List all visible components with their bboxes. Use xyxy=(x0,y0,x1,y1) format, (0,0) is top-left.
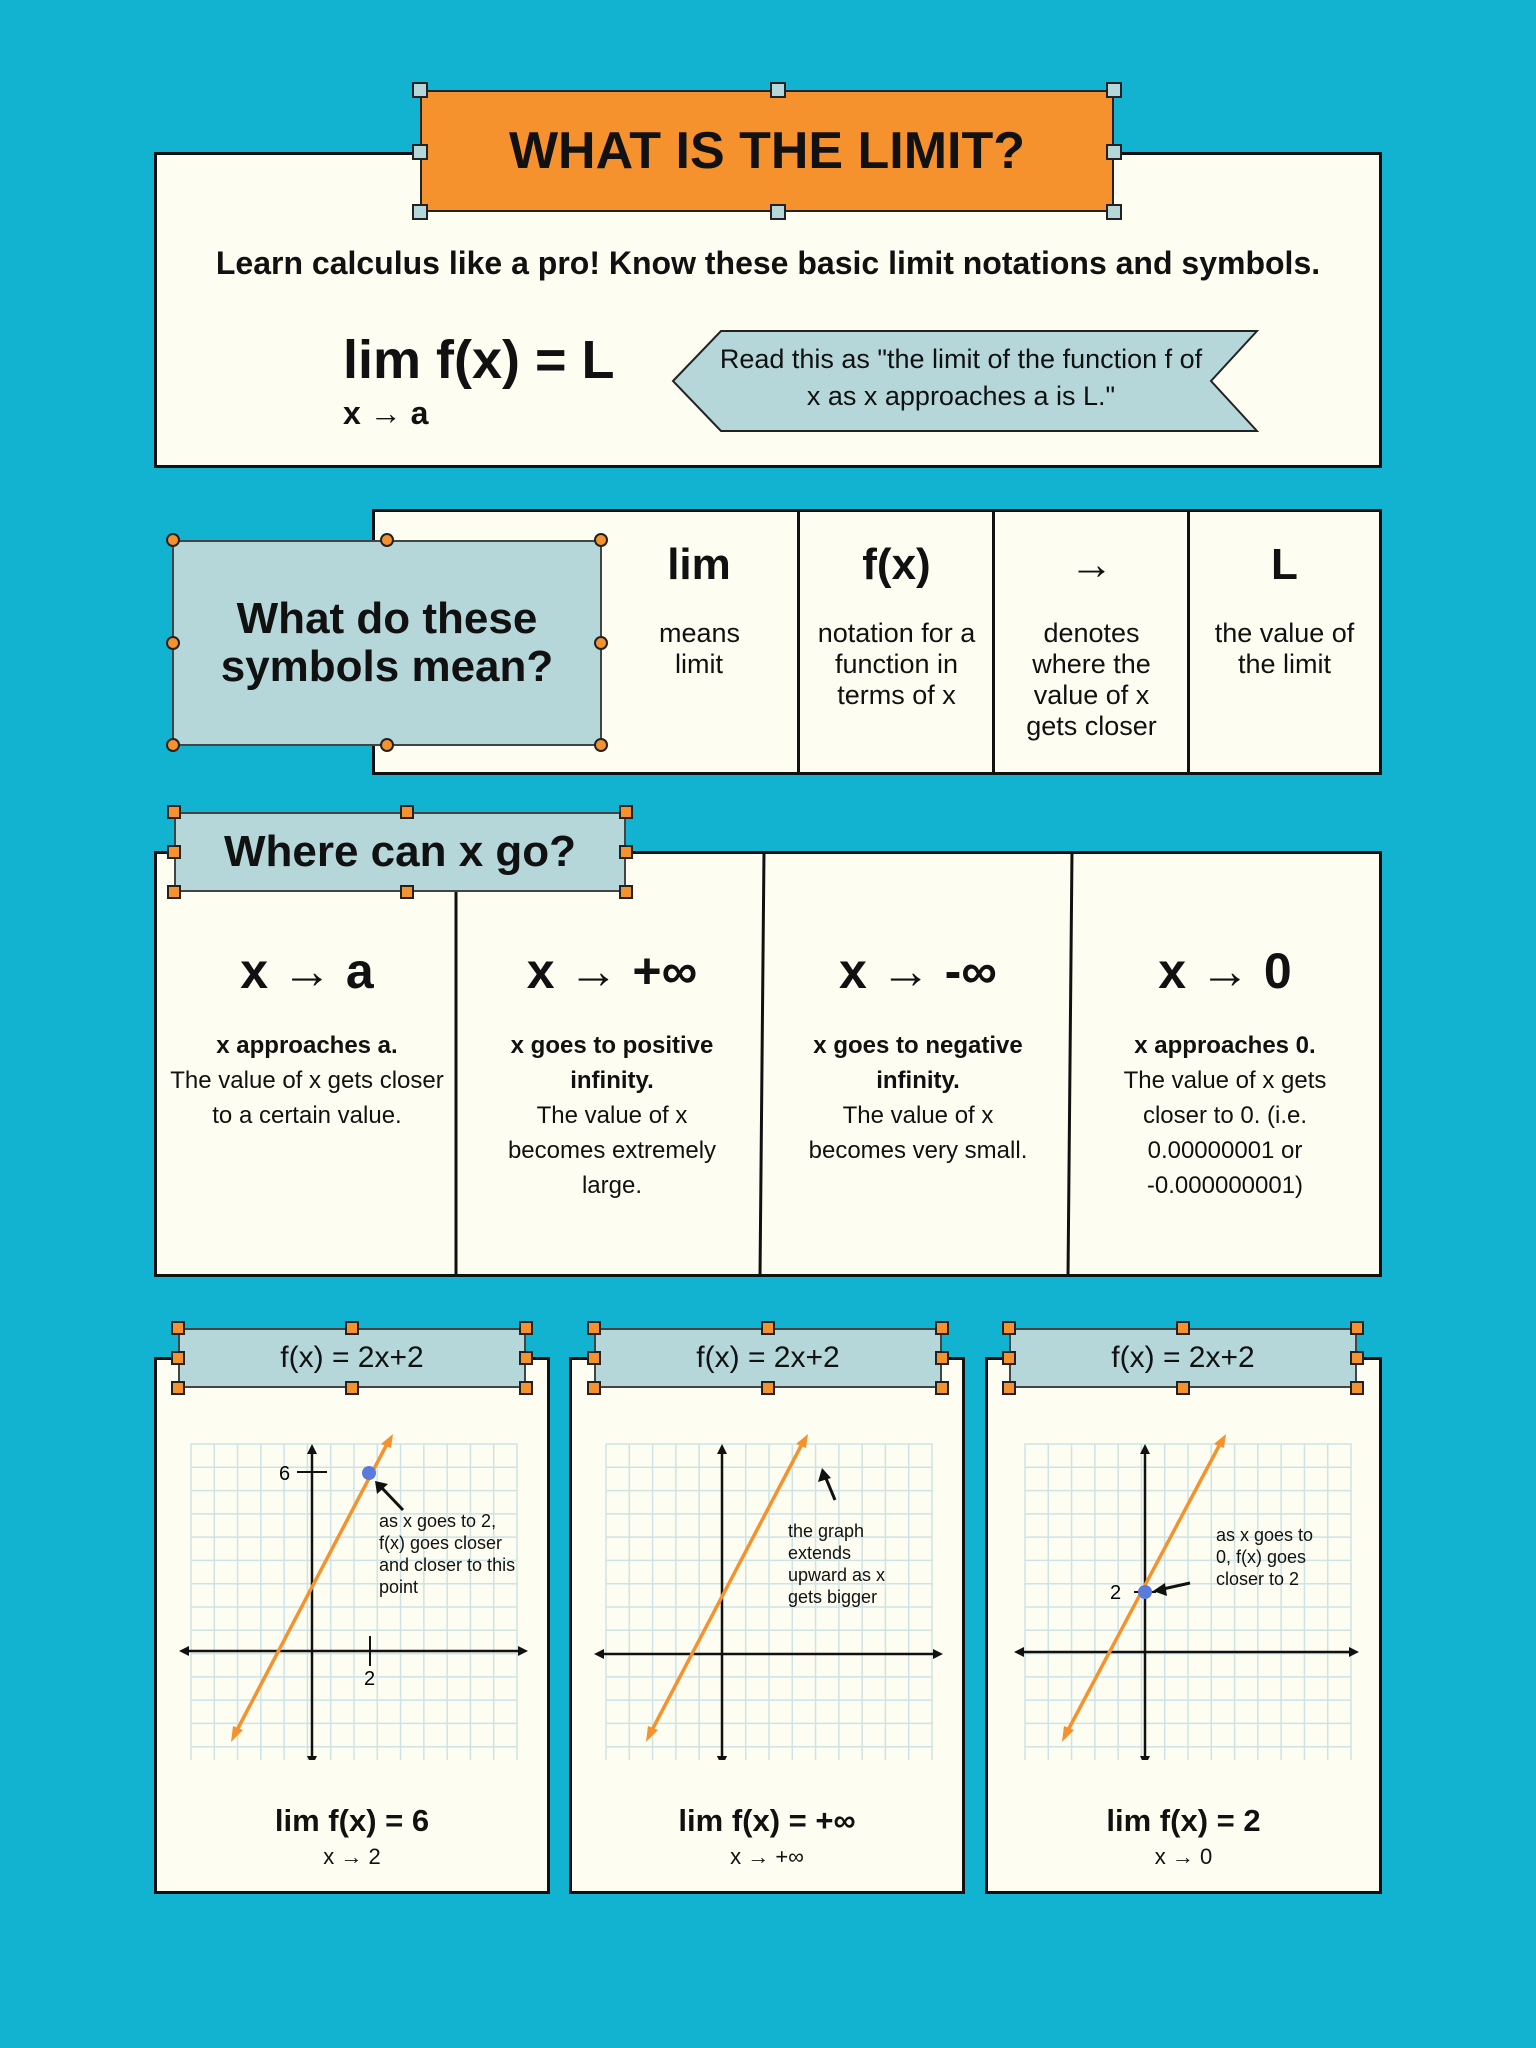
where-panel xyxy=(154,851,1382,1277)
symbol-fx xyxy=(797,512,993,772)
graph-annotation: the graph extends upward as x gets bigger xyxy=(788,1521,886,1607)
resize-handle xyxy=(1002,1381,1016,1395)
read-note: Read this as "the limit of the function f of x as x approaches a is L." xyxy=(719,344,1203,411)
symbol-char: lim xyxy=(667,540,731,589)
resize-handle xyxy=(345,1381,359,1395)
resize-handle xyxy=(171,1381,185,1395)
resize-handle xyxy=(935,1321,949,1335)
resize-handle xyxy=(587,1351,601,1365)
symbol-char: → xyxy=(1069,540,1114,589)
resize-handle xyxy=(171,1351,185,1365)
resize-handle xyxy=(935,1351,949,1365)
resize-handle xyxy=(761,1381,775,1395)
resize-handle xyxy=(345,1321,359,1335)
where-col-neg-inf xyxy=(765,854,1071,1274)
resize-handle xyxy=(619,805,633,819)
graph-title-tab-2: f(x) = 2x+2 xyxy=(594,1328,942,1388)
where-text: The value of x becomes very small. xyxy=(808,1102,1028,1164)
resize-handle xyxy=(1106,144,1122,160)
tick-y-label: 2 xyxy=(1110,1582,1122,1604)
graph-card-3 xyxy=(985,1357,1382,1894)
resize-handle xyxy=(380,533,394,547)
symbols-label: What do these symbols mean? xyxy=(220,594,554,691)
where-label-box xyxy=(174,812,626,892)
symbol-meaning: denotes where the value of x gets closer xyxy=(1026,618,1157,741)
resize-handle xyxy=(167,845,181,859)
where-col-pos-inf xyxy=(459,854,765,1274)
resize-handle xyxy=(519,1381,533,1395)
graph-annotation: as x goes to 0, f(x) goes closer to 2 xyxy=(1216,1525,1314,1589)
where-bold: x goes to positive infinity. xyxy=(510,1032,714,1094)
graph-card-1 xyxy=(154,1357,550,1894)
where-expr: x → +∞ xyxy=(526,943,698,999)
where-col-a xyxy=(157,854,457,1274)
resize-handle xyxy=(412,144,428,160)
resize-handle xyxy=(935,1381,949,1395)
tick-x-label: 2 xyxy=(364,1668,376,1690)
where-text: The value of x becomes extremely large. xyxy=(507,1102,717,1199)
symbol-meaning: the value of the limit xyxy=(1214,618,1355,679)
formula-main: lim f(x) = L xyxy=(343,330,615,390)
resize-handle xyxy=(1002,1321,1016,1335)
limit-result: lim f(x) = 6 xyxy=(274,1803,430,1838)
limit-result: lim f(x) = 2 xyxy=(1106,1803,1261,1838)
graph-title-tab-1: f(x) = 2x+2 xyxy=(178,1328,526,1388)
limit-subscript: x → 0 xyxy=(1154,1844,1213,1869)
where-expr: x → a xyxy=(240,943,374,999)
resize-handle xyxy=(412,82,428,98)
resize-handle xyxy=(1350,1381,1364,1395)
resize-handle xyxy=(587,1321,601,1335)
resize-handle xyxy=(587,1381,601,1395)
resize-handle xyxy=(166,738,180,752)
where-col-zero xyxy=(1071,854,1379,1274)
resize-handle xyxy=(1176,1381,1190,1395)
resize-handle xyxy=(167,805,181,819)
resize-handle xyxy=(412,204,428,220)
resize-handle xyxy=(619,845,633,859)
where-bold: x approaches 0. xyxy=(1134,1032,1316,1059)
graph-card-2 xyxy=(569,1357,965,1894)
resize-handle xyxy=(1176,1321,1190,1335)
where-text: The value of x gets closer to 0. (i.e. 0.00000001 or -0.000000001) xyxy=(1123,1067,1327,1199)
limit-subscript: x → 2 xyxy=(323,1844,381,1869)
resize-handle xyxy=(770,204,786,220)
resize-handle xyxy=(1002,1351,1016,1365)
graph-title-tab-3: f(x) = 2x+2 xyxy=(1009,1328,1357,1388)
where-expr: x → -∞ xyxy=(839,943,997,999)
limit-subscript: x → +∞ xyxy=(730,1844,804,1869)
symbol-char: f(x) xyxy=(862,540,931,589)
resize-handle xyxy=(171,1321,185,1335)
tick-y-label: 6 xyxy=(279,1463,291,1485)
graph-annotation: as x goes to 2, f(x) goes closer and closer to this point xyxy=(379,1511,516,1597)
resize-handle xyxy=(1106,204,1122,220)
title-box xyxy=(420,90,1114,212)
resize-handle xyxy=(594,738,608,752)
symbols-label-box xyxy=(172,540,602,746)
read-note-ribbon xyxy=(671,329,1259,433)
resize-handle xyxy=(761,1321,775,1335)
resize-handle xyxy=(770,82,786,98)
resize-handle xyxy=(1106,82,1122,98)
resize-handle xyxy=(594,533,608,547)
page-title: WHAT IS THE LIMIT? xyxy=(508,122,1026,180)
where-expr: x → 0 xyxy=(1158,943,1292,999)
resize-handle xyxy=(167,885,181,899)
symbol-char: L xyxy=(1271,540,1298,589)
resize-handle xyxy=(166,636,180,650)
resize-handle xyxy=(166,533,180,547)
limit-formula xyxy=(343,329,615,432)
resize-handle xyxy=(519,1351,533,1365)
resize-handle xyxy=(400,805,414,819)
resize-handle xyxy=(1350,1321,1364,1335)
symbol-meaning: notation for a function in terms of x xyxy=(817,618,976,710)
resize-handle xyxy=(619,885,633,899)
subtitle: Learn calculus like a pro! Know these basic limit notations and symbols. xyxy=(215,245,1321,281)
limit-result: lim f(x) = +∞ xyxy=(678,1803,856,1838)
where-bold: x approaches a. xyxy=(216,1032,398,1059)
symbol-l xyxy=(1187,512,1379,772)
formula-sub: x → a xyxy=(343,395,429,431)
where-bold: x goes to negative infinity. xyxy=(813,1032,1023,1094)
resize-handle xyxy=(400,885,414,899)
where-text: The value of x gets closer to a certain value. xyxy=(170,1067,444,1129)
symbol-arrow xyxy=(992,512,1188,772)
symbol-meaning: means limit xyxy=(659,618,741,679)
resize-handle xyxy=(380,738,394,752)
resize-handle xyxy=(594,636,608,650)
where-label: Where can x go? xyxy=(223,827,577,876)
resize-handle xyxy=(1350,1351,1364,1365)
resize-handle xyxy=(519,1321,533,1335)
